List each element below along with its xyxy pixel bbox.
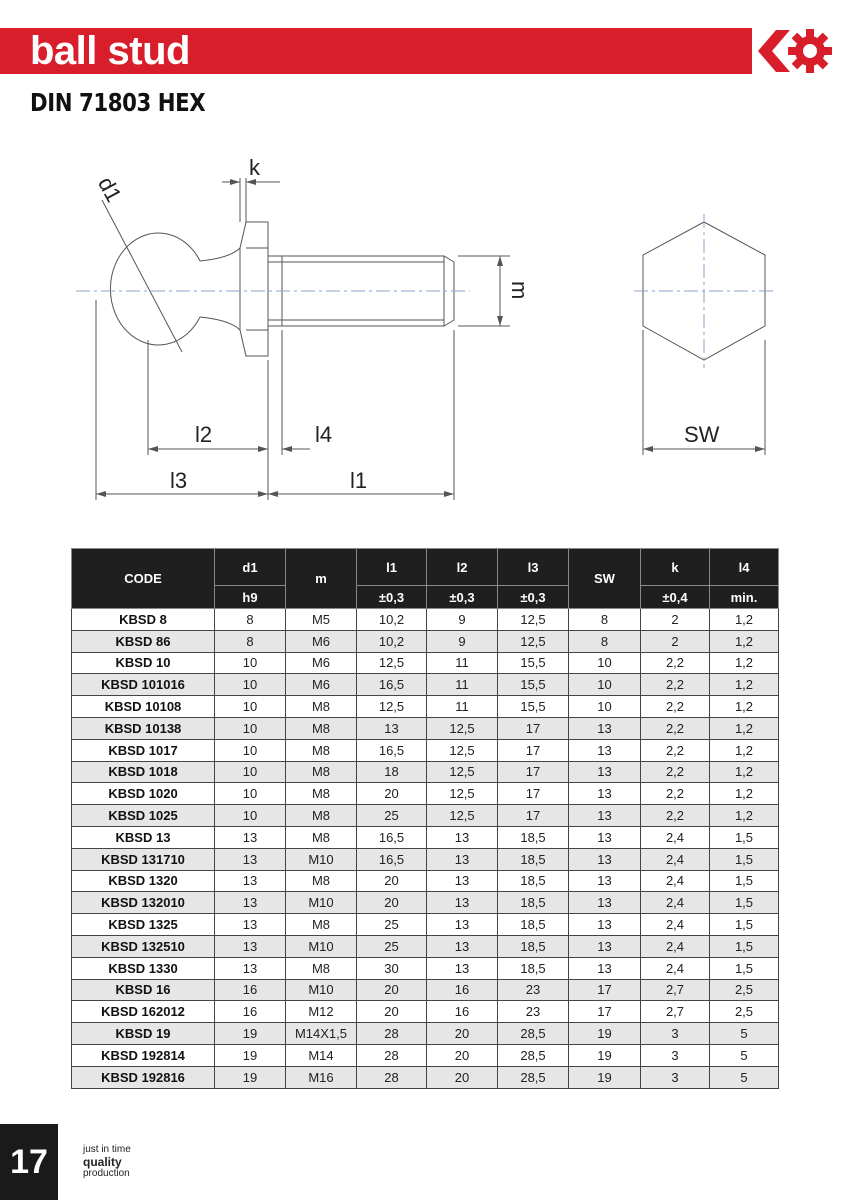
cell-l4: 5 (710, 1023, 779, 1045)
cell-d1: 13 (215, 892, 286, 914)
cell-l3: 28,5 (498, 1044, 569, 1066)
cell-l3: 15,5 (498, 696, 569, 718)
cell-l3: 15,5 (498, 674, 569, 696)
cell-l2: 13 (427, 848, 498, 870)
cell-sw: 13 (569, 805, 641, 827)
cell-sw: 13 (569, 717, 641, 739)
cell-l3: 28,5 (498, 1023, 569, 1045)
cell-d1: 16 (215, 1001, 286, 1023)
cell-code: KBSD 19 (72, 1023, 215, 1045)
cell-m: M8 (286, 914, 357, 936)
cell-m: M16 (286, 1066, 357, 1088)
table-row (72, 805, 779, 827)
cell-m: M8 (286, 739, 357, 761)
cell-l3: 17 (498, 783, 569, 805)
cell-d1: 13 (215, 826, 286, 848)
cell-code: KBSD 10 (72, 652, 215, 674)
cell-k: 2,2 (641, 652, 710, 674)
cell-l1: 20 (357, 979, 427, 1001)
cell-d1: 8 (215, 609, 286, 631)
cell-code: KBSD 1018 (72, 761, 215, 783)
cell-code: KBSD 1330 (72, 957, 215, 979)
page-title: ball stud (30, 29, 190, 73)
cell-code: KBSD 1025 (72, 805, 215, 827)
brand-gear-logo-icon (754, 26, 834, 76)
col-header-l1: l1 (357, 549, 427, 586)
cell-m: M8 (286, 717, 357, 739)
cell-code: KBSD 1320 (72, 870, 215, 892)
cell-sw: 10 (569, 674, 641, 696)
cell-l1: 20 (357, 892, 427, 914)
cell-m: M10 (286, 935, 357, 957)
col-subheader-l3: ±0,3 (498, 586, 569, 609)
table-row (72, 761, 779, 783)
cell-l4: 1,2 (710, 739, 779, 761)
cell-m: M8 (286, 696, 357, 718)
cell-l4: 1,2 (710, 609, 779, 631)
cell-l3: 28,5 (498, 1066, 569, 1088)
cell-m: M6 (286, 674, 357, 696)
cell-code: KBSD 86 (72, 630, 215, 652)
table-row (72, 870, 779, 892)
cell-l2: 11 (427, 652, 498, 674)
table-row (72, 739, 779, 761)
col-subheader-l4: min. (710, 586, 779, 609)
cell-k: 2,4 (641, 957, 710, 979)
cell-m: M6 (286, 652, 357, 674)
cell-l4: 1,2 (710, 696, 779, 718)
table-row (72, 935, 779, 957)
cell-l1: 25 (357, 805, 427, 827)
cell-l1: 18 (357, 761, 427, 783)
col-header-l3: l3 (498, 549, 569, 586)
cell-l3: 17 (498, 805, 569, 827)
page-number: 17 (0, 1124, 58, 1200)
cell-l2: 12,5 (427, 783, 498, 805)
cell-l2: 11 (427, 674, 498, 696)
cell-l4: 1,2 (710, 674, 779, 696)
cell-l3: 18,5 (498, 914, 569, 936)
cell-l2: 20 (427, 1066, 498, 1088)
cell-l3: 17 (498, 761, 569, 783)
cell-l2: 13 (427, 892, 498, 914)
cell-k: 2,4 (641, 892, 710, 914)
table-row (72, 1001, 779, 1023)
cell-m: M12 (286, 1001, 357, 1023)
cell-l2: 12,5 (427, 739, 498, 761)
col-header-d1: d1 (215, 549, 286, 586)
cell-code: KBSD 131710 (72, 848, 215, 870)
cell-code: KBSD 10138 (72, 717, 215, 739)
cell-l2: 11 (427, 696, 498, 718)
cell-m: M8 (286, 826, 357, 848)
cell-l4: 1,2 (710, 805, 779, 827)
cell-d1: 10 (215, 652, 286, 674)
cell-l4: 1,5 (710, 892, 779, 914)
cell-l4: 1,5 (710, 935, 779, 957)
cell-l2: 12,5 (427, 761, 498, 783)
cell-sw: 13 (569, 892, 641, 914)
cell-code: KBSD 162012 (72, 1001, 215, 1023)
cell-code: KBSD 16 (72, 979, 215, 1001)
cell-d1: 19 (215, 1023, 286, 1045)
spec-table (71, 548, 779, 1089)
cell-sw: 13 (569, 870, 641, 892)
cell-l3: 17 (498, 739, 569, 761)
cell-k: 2,4 (641, 870, 710, 892)
cell-l3: 18,5 (498, 848, 569, 870)
dim-label-l1: l1 (350, 468, 368, 493)
cell-k: 2,4 (641, 826, 710, 848)
cell-sw: 19 (569, 1044, 641, 1066)
cell-l1: 10,2 (357, 609, 427, 631)
cell-m: M8 (286, 805, 357, 827)
cell-l4: 5 (710, 1044, 779, 1066)
cell-sw: 19 (569, 1066, 641, 1088)
col-subheader-l1: ±0,3 (357, 586, 427, 609)
cell-d1: 13 (215, 870, 286, 892)
table-row (72, 717, 779, 739)
cell-m: M10 (286, 892, 357, 914)
cell-code: KBSD 13 (72, 826, 215, 848)
cell-sw: 10 (569, 652, 641, 674)
cell-l4: 1,5 (710, 914, 779, 936)
table-row (72, 848, 779, 870)
col-header-m: m (286, 549, 357, 609)
cell-sw: 13 (569, 848, 641, 870)
cell-l4: 1,5 (710, 848, 779, 870)
cell-l3: 23 (498, 1001, 569, 1023)
cell-l4: 5 (710, 1066, 779, 1088)
cell-l1: 28 (357, 1044, 427, 1066)
cell-code: KBSD 192816 (72, 1066, 215, 1088)
cell-sw: 17 (569, 979, 641, 1001)
col-header-code: CODE (72, 549, 215, 609)
cell-l4: 1,2 (710, 761, 779, 783)
cell-sw: 13 (569, 783, 641, 805)
cell-l4: 1,2 (710, 630, 779, 652)
cell-m: M14 (286, 1044, 357, 1066)
cell-l2: 16 (427, 979, 498, 1001)
cell-k: 2,2 (641, 783, 710, 805)
col-header-k: k (641, 549, 710, 586)
cell-l1: 12,5 (357, 696, 427, 718)
cell-m: M8 (286, 870, 357, 892)
cell-k: 3 (641, 1066, 710, 1088)
dim-label-m: m (507, 281, 532, 300)
dim-label-l2: l2 (195, 422, 213, 447)
cell-l2: 13 (427, 914, 498, 936)
col-subheader-k: ±0,4 (641, 586, 710, 609)
cell-d1: 8 (215, 630, 286, 652)
cell-m: M8 (286, 783, 357, 805)
table-header-row (72, 549, 779, 586)
tagline-line-1: just in time (83, 1144, 131, 1155)
cell-code: KBSD 132010 (72, 892, 215, 914)
cell-k: 2 (641, 630, 710, 652)
tagline (83, 1144, 131, 1180)
cell-d1: 10 (215, 761, 286, 783)
col-header-l2: l2 (427, 549, 498, 586)
dim-label-sw: SW (684, 422, 720, 447)
cell-m: M10 (286, 848, 357, 870)
cell-l1: 16,5 (357, 739, 427, 761)
tagline-line-2: quality (83, 1155, 122, 1169)
cell-k: 2,2 (641, 761, 710, 783)
cell-code: KBSD 1017 (72, 739, 215, 761)
cell-k: 2,2 (641, 696, 710, 718)
cell-sw: 13 (569, 914, 641, 936)
cell-l3: 18,5 (498, 935, 569, 957)
ball-stud-technical-drawing (0, 140, 848, 520)
cell-m: M10 (286, 979, 357, 1001)
table-row (72, 630, 779, 652)
cell-l3: 23 (498, 979, 569, 1001)
col-subheader-d1: h9 (215, 586, 286, 609)
cell-k: 2,2 (641, 717, 710, 739)
cell-code: KBSD 132510 (72, 935, 215, 957)
cell-d1: 13 (215, 848, 286, 870)
cell-sw: 13 (569, 761, 641, 783)
cell-l3: 18,5 (498, 870, 569, 892)
cell-l1: 20 (357, 1001, 427, 1023)
cell-l1: 28 (357, 1066, 427, 1088)
title-bar (0, 28, 752, 74)
cell-k: 2,4 (641, 848, 710, 870)
table-row (72, 652, 779, 674)
cell-l3: 12,5 (498, 609, 569, 631)
cell-sw: 13 (569, 739, 641, 761)
cell-l2: 13 (427, 935, 498, 957)
table-row (72, 1066, 779, 1088)
table-row (72, 696, 779, 718)
cell-code: KBSD 1020 (72, 783, 215, 805)
cell-l3: 12,5 (498, 630, 569, 652)
cell-code: KBSD 192814 (72, 1044, 215, 1066)
cell-k: 2,7 (641, 1001, 710, 1023)
cell-l2: 16 (427, 1001, 498, 1023)
cell-d1: 13 (215, 957, 286, 979)
cell-l1: 20 (357, 870, 427, 892)
cell-m: M8 (286, 761, 357, 783)
cell-k: 3 (641, 1044, 710, 1066)
table-row (72, 979, 779, 1001)
cell-sw: 13 (569, 957, 641, 979)
cell-l1: 25 (357, 935, 427, 957)
cell-d1: 10 (215, 805, 286, 827)
cell-l1: 20 (357, 783, 427, 805)
table-row (72, 674, 779, 696)
dim-label-l4: l4 (315, 422, 333, 447)
cell-k: 2,2 (641, 805, 710, 827)
table-row (72, 609, 779, 631)
cell-code: KBSD 1325 (72, 914, 215, 936)
cell-k: 2,4 (641, 914, 710, 936)
cell-l4: 1,2 (710, 783, 779, 805)
table-row (72, 892, 779, 914)
cell-l1: 28 (357, 1023, 427, 1045)
cell-l2: 9 (427, 630, 498, 652)
table-row (72, 826, 779, 848)
cell-sw: 17 (569, 1001, 641, 1023)
cell-l3: 17 (498, 717, 569, 739)
cell-d1: 10 (215, 717, 286, 739)
cell-code: KBSD 10108 (72, 696, 215, 718)
cell-d1: 10 (215, 783, 286, 805)
cell-l4: 1,5 (710, 826, 779, 848)
cell-d1: 10 (215, 674, 286, 696)
cell-l1: 16,5 (357, 848, 427, 870)
cell-k: 2,4 (641, 935, 710, 957)
cell-l1: 25 (357, 914, 427, 936)
tagline-line-3: production (83, 1168, 130, 1179)
col-subheader-l2: ±0,3 (427, 586, 498, 609)
cell-l3: 18,5 (498, 892, 569, 914)
cell-l2: 20 (427, 1023, 498, 1045)
cell-l2: 13 (427, 870, 498, 892)
col-header-sw: SW (569, 549, 641, 609)
cell-d1: 19 (215, 1066, 286, 1088)
cell-l4: 1,2 (710, 652, 779, 674)
cell-m: M5 (286, 609, 357, 631)
cell-d1: 13 (215, 935, 286, 957)
cell-code: KBSD 101016 (72, 674, 215, 696)
cell-l4: 1,5 (710, 870, 779, 892)
page-subtitle: DIN 71803 HEX (30, 88, 206, 117)
cell-k: 3 (641, 1023, 710, 1045)
cell-l2: 13 (427, 957, 498, 979)
cell-d1: 16 (215, 979, 286, 1001)
col-header-l4: l4 (710, 549, 779, 586)
cell-sw: 13 (569, 826, 641, 848)
cell-code: KBSD 8 (72, 609, 215, 631)
cell-m: M6 (286, 630, 357, 652)
cell-l1: 10,2 (357, 630, 427, 652)
cell-l4: 1,5 (710, 957, 779, 979)
cell-sw: 10 (569, 696, 641, 718)
table-row (72, 957, 779, 979)
cell-l1: 30 (357, 957, 427, 979)
dim-label-d1: d1 (93, 172, 127, 207)
cell-l4: 1,2 (710, 717, 779, 739)
cell-l4: 2,5 (710, 1001, 779, 1023)
table-row (72, 914, 779, 936)
cell-k: 2,2 (641, 674, 710, 696)
cell-l3: 15,5 (498, 652, 569, 674)
cell-l2: 12,5 (427, 717, 498, 739)
table-row (72, 1023, 779, 1045)
cell-l3: 18,5 (498, 826, 569, 848)
table-row (72, 783, 779, 805)
cell-sw: 19 (569, 1023, 641, 1045)
cell-l2: 12,5 (427, 805, 498, 827)
cell-l4: 2,5 (710, 979, 779, 1001)
cell-d1: 13 (215, 914, 286, 936)
cell-sw: 8 (569, 630, 641, 652)
cell-sw: 13 (569, 935, 641, 957)
cell-d1: 10 (215, 739, 286, 761)
cell-k: 2 (641, 609, 710, 631)
cell-m: M8 (286, 957, 357, 979)
cell-l1: 16,5 (357, 674, 427, 696)
cell-l1: 16,5 (357, 826, 427, 848)
cell-k: 2,2 (641, 739, 710, 761)
cell-l2: 9 (427, 609, 498, 631)
cell-d1: 19 (215, 1044, 286, 1066)
cell-k: 2,7 (641, 979, 710, 1001)
cell-d1: 10 (215, 696, 286, 718)
cell-l1: 13 (357, 717, 427, 739)
dim-label-l3: l3 (170, 468, 188, 493)
cell-sw: 8 (569, 609, 641, 631)
cell-m: M14X1,5 (286, 1023, 357, 1045)
cell-l2: 20 (427, 1044, 498, 1066)
cell-l3: 18,5 (498, 957, 569, 979)
cell-l2: 13 (427, 826, 498, 848)
cell-l1: 12,5 (357, 652, 427, 674)
table-row (72, 1044, 779, 1066)
dim-label-k: k (249, 155, 260, 180)
